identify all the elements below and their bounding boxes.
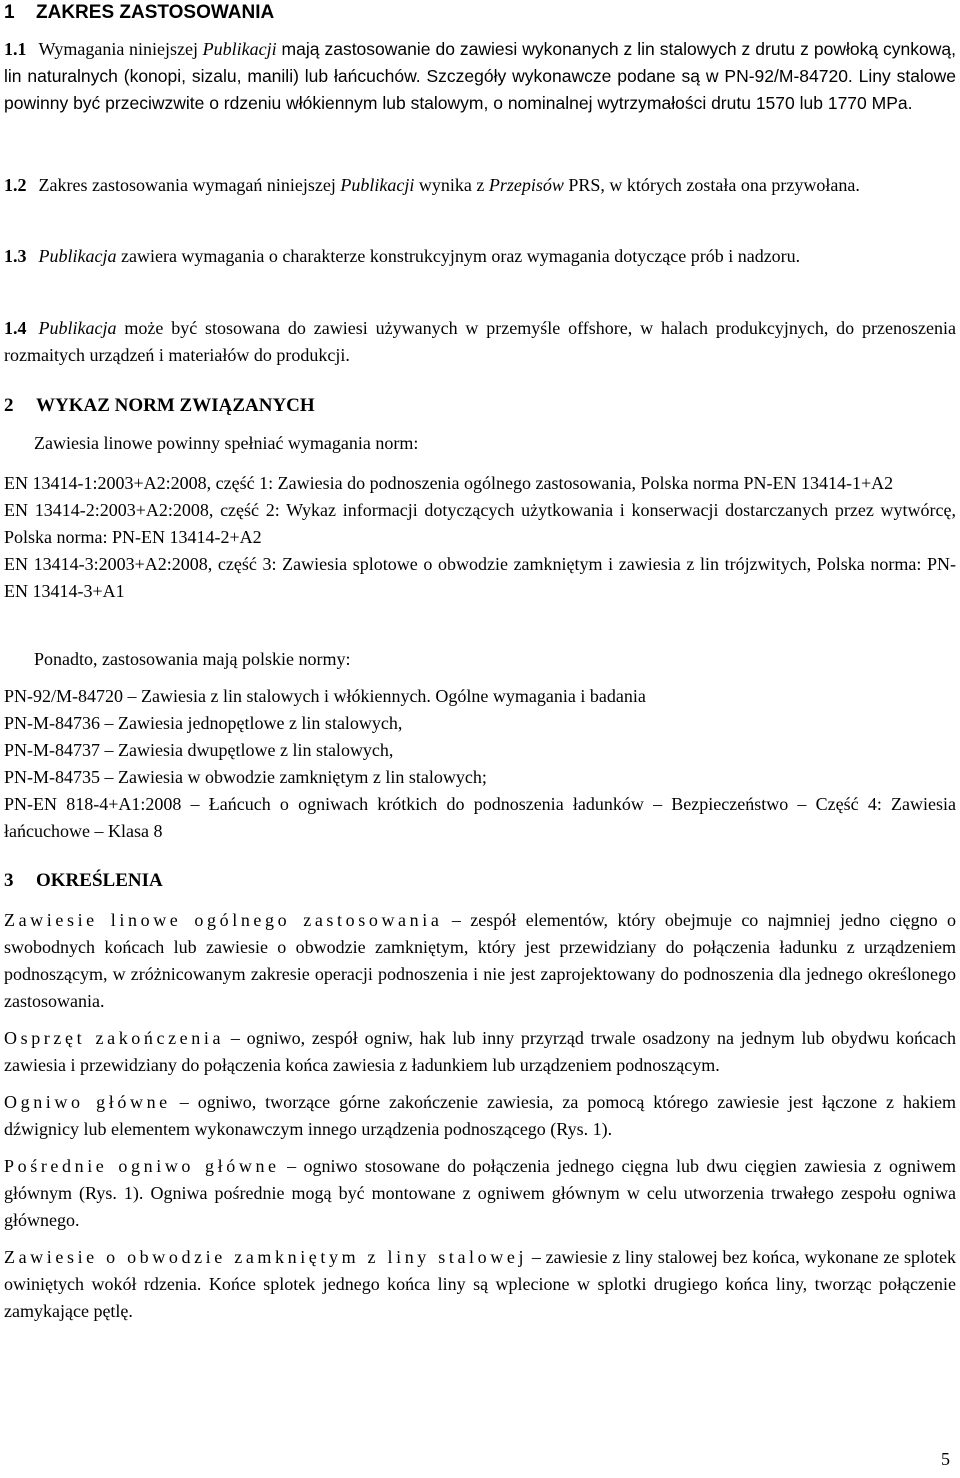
definition <box>4 1089 956 1143</box>
definition <box>4 1244 956 1325</box>
definition-text: – zespół elementów, który obejmuje co najmniej jedno cięgno o swobodnych końcach lub zawiesie o obwodzie zamkniętym, który jest przewidziany do połączenia ładunku z urządzeniem podnoszącym, w zróżnicowanym zakresie operacji podnoszenia i nie jest zaprojektowany do podnoszenia dla jednego określonego zastosowania. <box>4 910 957 1011</box>
polish-norm-item: PN-EN 818-4+A1:2008 – Łańcuch o ogniwach krótkich do podnoszenia ładunków – Bezpieczeństwo – Część 4: Zawiesia łańcuchowe – Klasa 8 <box>4 794 956 841</box>
paragraph-text: zawiera wymagania o charakterze konstrukcyjnym oraz wymagania dotyczące prób i nadzoru. <box>116 246 801 266</box>
paragraph-text: wynika z <box>414 175 489 195</box>
section-title: WYKAZ NORM ZWIĄZANYCH <box>36 395 315 416</box>
definition-text: – zawiesie z liny stalowej bez końca, wykonane ze splotek owiniętych wokół rdzenia. Końce splotek jednego końca liny są wplecione w splotki drugiego końca liny, tworząc połączenie zamykające pętlę. <box>4 1247 956 1321</box>
section-heading-3 <box>4 869 163 893</box>
definition <box>4 1153 956 1234</box>
paragraph-text: Wymagania niniejszej <box>38 39 203 59</box>
norm-item: EN 13414-1:2003+A2:2008, część 1: Zawiesia do podnoszenia ogólnego zastosowania, Polska norma PN-EN 13414-1+A2 <box>4 473 894 493</box>
paragraph-1-4 <box>4 315 956 369</box>
definition <box>4 907 956 1015</box>
section-number: 1 <box>4 2 15 23</box>
polish-norms-intro: Ponadto, zastosowania mają polskie normy: <box>34 649 351 669</box>
page-number: 5 <box>941 1449 950 1469</box>
paragraph-text: mają zastosowanie do zawiesi wykonanych z lin stalowych z drutu z powłoką cynkową, lin naturalnych (konopi, sizalu, manili) lub łańcuchów. Szczegóły wykonawcze podane są w PN-92/M-84720. Liny stalowe powinny być przeciwzwite o rdzeniu włókiennym lub stalowym, o nominalnej wytrzymałości drutu 1570 lub 1770 MPa. <box>4 39 956 113</box>
polish-norm-item: PN-92/M-84720 – Zawiesia z lin stalowych i włókiennych. Ogólne wymagania i badania <box>4 686 646 706</box>
norms-intro: Zawiesia linowe powinny spełniać wymagania norm: <box>34 433 419 453</box>
definitions-list <box>4 907 956 1335</box>
paragraph-1-3 <box>4 243 956 270</box>
paragraph-text: Zakres zastosowania wymagań niniejszej <box>38 175 341 195</box>
paragraph-number: 1.4 <box>4 318 27 338</box>
section-title: ZAKRES ZASTOSOWANIA <box>36 2 275 23</box>
paragraph-number: 1.2 <box>4 175 27 195</box>
paragraph-text: może być stosowana do zawiesi używanych w przemyśle offshore, w halach produkcyjnych, do przenoszenia rozmaitych urządzeń i materiałów do produkcji. <box>4 318 956 365</box>
definition-term: Zawiesie linowe ogólnego zastosowania <box>4 910 443 930</box>
definition-term: Pośrednie ogniwo główne <box>4 1156 280 1176</box>
definition <box>4 1025 956 1079</box>
paragraph-number: 1.1 <box>4 39 27 59</box>
definition-term: Osprzęt zakończenia <box>4 1028 225 1048</box>
norm-item: EN 13414-3:2003+A2:2008, część 3: Zawiesia splotowe o obwodzie zamkniętym i zawiesia z lin trójzwitych, Polska norma: PN-EN 13414-3+A1 <box>4 554 956 601</box>
norm-item: EN 13414-2:2003+A2:2008, część 2: Wykaz informacji dotyczących użytkowania i konserwacji dostarczanych przez wytwórcę, Polska norma: PN-EN 13414-2+A2 <box>4 500 956 547</box>
section-number: 2 <box>4 395 14 416</box>
definition-term: Ogniwo główne <box>4 1092 171 1112</box>
italic-text: Publikacji <box>202 39 277 59</box>
section-number: 3 <box>4 870 14 891</box>
paragraph-1-1 <box>4 36 956 117</box>
polish-norm-item: PN-M-84736 – Zawiesia jednopętlowe z lin stalowych, <box>4 713 403 733</box>
paragraph-1-2 <box>4 172 956 199</box>
italic-text: Publikacja <box>38 318 117 338</box>
italic-text: Przepisów <box>488 175 564 195</box>
polish-norm-item: PN-M-84737 – Zawiesia dwupętlowe z lin stalowych, <box>4 740 394 760</box>
polish-norm-item: PN-M-84735 – Zawiesia w obwodzie zamkniętym z lin stalowych; <box>4 767 487 787</box>
paragraph-number: 1.3 <box>4 246 27 266</box>
definition-term: Zawiesie o obwodzie zamkniętym z liny stalowej <box>4 1247 528 1267</box>
italic-text: Publikacji <box>340 175 415 195</box>
definition-text: – ogniwo stosowane do połączenia jednego cięgna lub dwu cięgien zawiesia z ogniwem głównym (Rys. 1). Ogniwa pośrednie mogą być montowane z ogniwem głównym w celu utworzenia trwałego zespołu ogniwa głównego. <box>4 1156 957 1230</box>
polish-norms-list <box>4 683 956 845</box>
definition-text: – ogniwo, zespół ogniw, hak lub inny przyrząd trwale osadzony na jednym lub obydwu końcach zawiesia i przewidziany do połączenia końca zawiesia z ładunkiem lub urządzeniem podnoszącym. <box>4 1028 956 1075</box>
italic-text: Publikacja <box>38 246 117 266</box>
section-title: OKREŚLENIA <box>36 870 163 891</box>
section-heading-2 <box>4 394 315 418</box>
section-heading-1 <box>4 1 274 25</box>
definition-text: – ogniwo, tworzące górne zakończenie zawiesia, za pomocą którego zawiesie jest łączone z hakiem dźwignicy lub elementem wykonawczym innego urządzenia podnoszącego (Rys. 1). <box>4 1092 956 1139</box>
norms-list <box>4 470 956 605</box>
paragraph-text: PRS, w których została ona przywołana. <box>563 175 860 195</box>
